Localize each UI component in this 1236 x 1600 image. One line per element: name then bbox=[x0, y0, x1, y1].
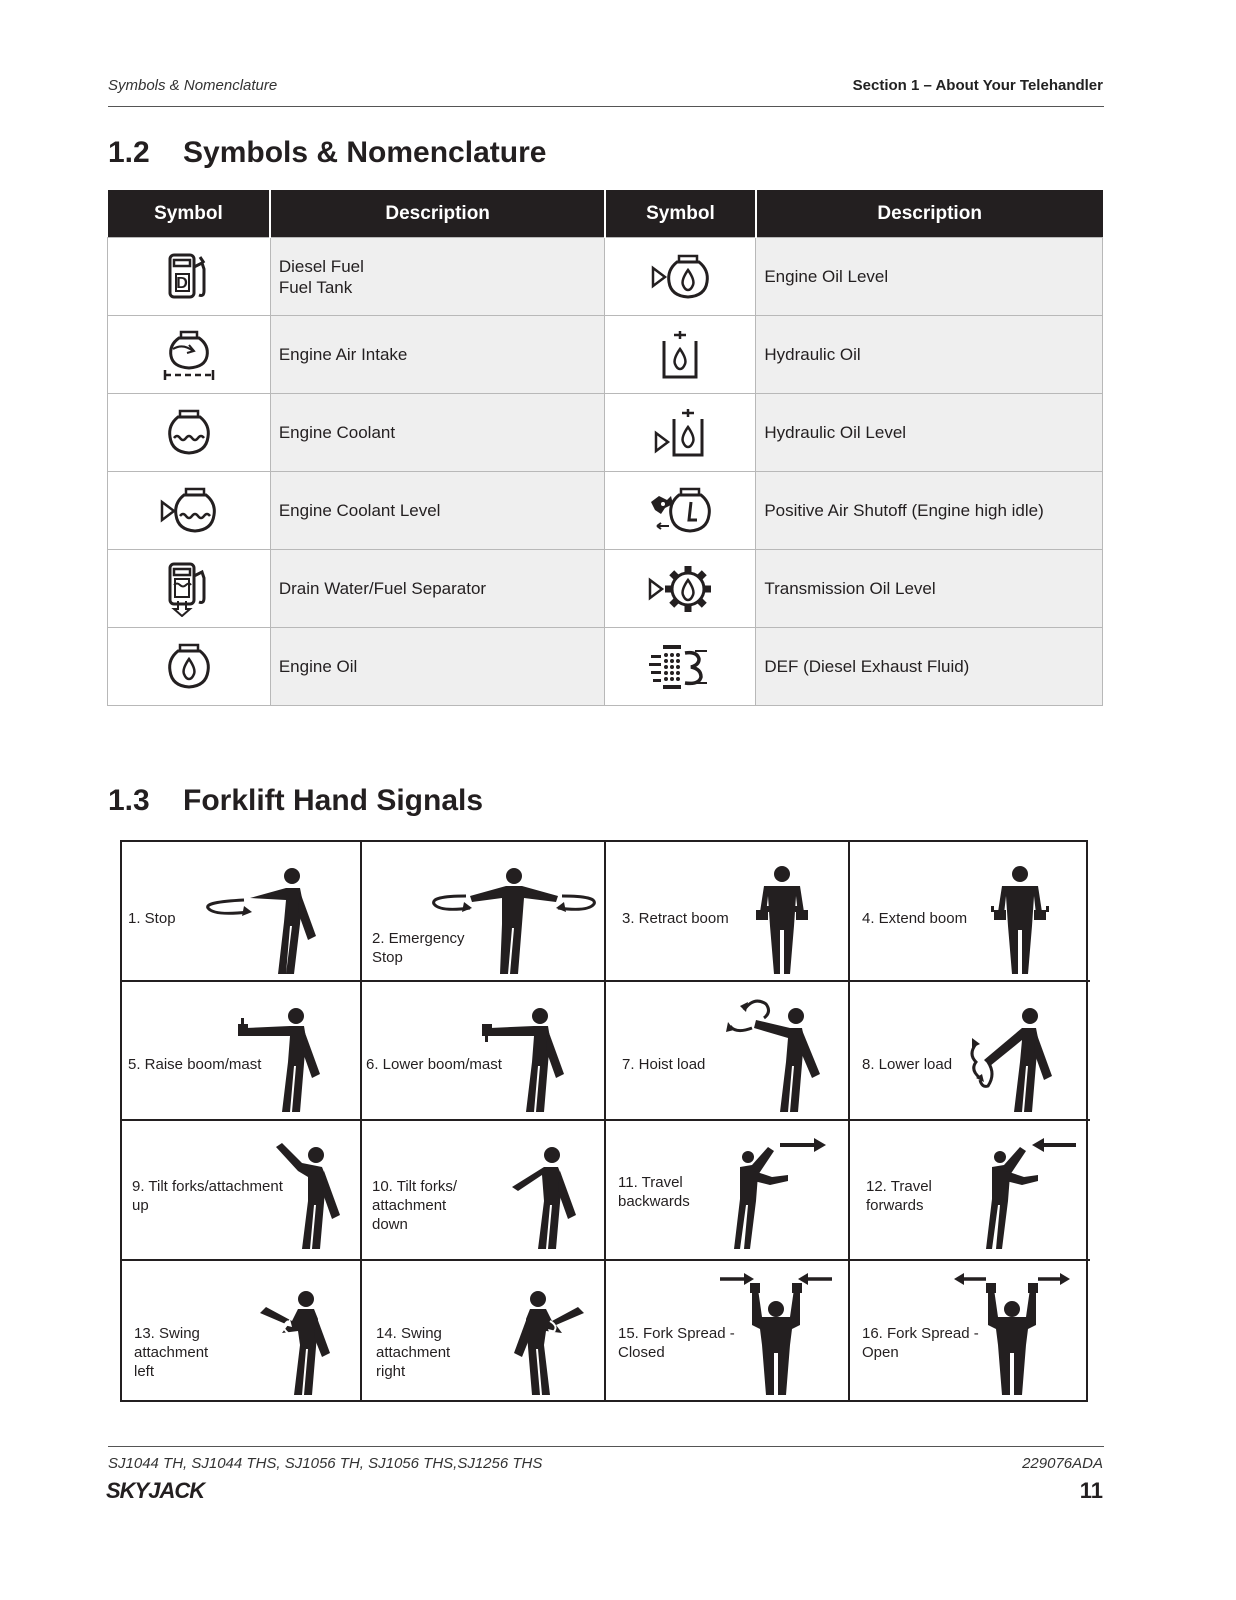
column-header-description: Description bbox=[270, 190, 605, 238]
description-text: Drain Water/Fuel Separator bbox=[278, 579, 487, 598]
description-text: Hydraulic Oil Level bbox=[764, 423, 907, 442]
description-text: Engine Oil Level bbox=[764, 267, 889, 286]
engine-coolant-level-icon bbox=[158, 486, 220, 536]
section-heading-symbols bbox=[108, 136, 546, 170]
symbol-description bbox=[756, 628, 1103, 706]
column-header-symbol: Symbol bbox=[108, 190, 271, 238]
symbol-description bbox=[270, 238, 605, 316]
section-heading-signals bbox=[108, 784, 483, 818]
travel-forwards-signal-figure bbox=[980, 1135, 1084, 1253]
def-icon bbox=[647, 641, 713, 693]
symbol-cell bbox=[108, 628, 271, 706]
hand-signal-cell bbox=[606, 1121, 850, 1261]
symbol-description bbox=[270, 472, 605, 550]
stop-signal-figure bbox=[204, 864, 334, 976]
hand-signal-cell bbox=[850, 982, 1090, 1122]
symbol-description bbox=[270, 316, 605, 394]
tilt-forks-up-signal-figure bbox=[272, 1141, 352, 1253]
positive-air-shutoff-icon bbox=[647, 486, 713, 536]
hand-signal-label: 12. Travel forwards bbox=[866, 1178, 932, 1214]
section-title: Symbols & Nomenclature bbox=[183, 136, 547, 169]
hand-signal-cell bbox=[362, 1261, 606, 1401]
symbol-cell bbox=[108, 238, 271, 316]
header-rule bbox=[108, 106, 1104, 107]
symbol-cell bbox=[108, 316, 271, 394]
symbol-description bbox=[756, 394, 1103, 472]
symbol-cell bbox=[605, 394, 756, 472]
symbol-cell bbox=[108, 472, 271, 550]
swing-attachment-left-signal-figure bbox=[258, 1291, 342, 1397]
symbol-cell bbox=[605, 628, 756, 706]
column-header-symbol: Symbol bbox=[605, 190, 756, 238]
hand-signal-cell bbox=[122, 1121, 362, 1261]
symbol-description bbox=[270, 394, 605, 472]
hand-signal-cell bbox=[122, 842, 362, 982]
symbol-cell bbox=[605, 238, 756, 316]
hand-signal-label: 13. Swing attachment left bbox=[134, 1324, 209, 1380]
hand-signal-cell bbox=[850, 1261, 1090, 1401]
hand-signal-cell bbox=[362, 842, 606, 982]
hand-signal-cell bbox=[606, 842, 850, 982]
svg-text:D: D bbox=[176, 274, 188, 292]
hand-signal-label: 5. Raise boom/mast bbox=[128, 1055, 262, 1073]
extend-boom-signal-figure bbox=[990, 864, 1050, 976]
description-text: Hydraulic Oil bbox=[764, 345, 861, 364]
description-text: Positive Air Shutoff (Engine high idle) bbox=[764, 501, 1044, 520]
hand-signal-label: 8. Lower load bbox=[862, 1055, 953, 1073]
hand-signal-label: 10. Tilt forks/ attachment down bbox=[372, 1178, 458, 1233]
drain-water-fuel-separator-icon bbox=[164, 561, 214, 617]
symbol-description bbox=[756, 238, 1103, 316]
engine-air-intake-icon bbox=[159, 329, 219, 381]
footer-rule bbox=[108, 1446, 1104, 1447]
engine-oil-icon bbox=[164, 642, 214, 692]
section-number: 1.2 bbox=[108, 136, 150, 169]
tilt-forks-down-signal-figure bbox=[508, 1141, 588, 1253]
symbols-table bbox=[107, 190, 1103, 706]
emergency-stop-signal-figure bbox=[430, 864, 598, 976]
hand-signal-cell bbox=[362, 982, 606, 1122]
symbol-cell bbox=[108, 394, 271, 472]
description-text: Engine Coolant bbox=[278, 423, 396, 442]
hand-signal-label: 15. Fork Spread - Closed bbox=[618, 1324, 735, 1361]
hand-signal-label: 7. Hoist load bbox=[622, 1055, 706, 1073]
hand-signal-label: 14. Swing attachment right bbox=[376, 1324, 451, 1380]
symbol-cell bbox=[605, 472, 756, 550]
table-row bbox=[108, 472, 1103, 550]
hand-signal-label: 4. Extend boom bbox=[862, 910, 968, 927]
description-text: Engine Coolant Level bbox=[278, 501, 441, 520]
skyjack-logo bbox=[106, 1478, 236, 1502]
hand-signal-label: 16. Fork Spread - Open bbox=[862, 1324, 979, 1361]
hand-signal-label: 6. Lower boom/mast bbox=[366, 1055, 502, 1073]
hand-signal-cell bbox=[850, 842, 1090, 982]
hand-signal-label: 9. Tilt forks/attachment up bbox=[132, 1178, 283, 1214]
symbol-cell bbox=[108, 550, 271, 628]
table-row bbox=[108, 238, 1103, 316]
symbol-description bbox=[270, 550, 605, 628]
travel-backwards-signal-figure bbox=[728, 1135, 832, 1253]
retract-boom-signal-figure bbox=[752, 864, 812, 976]
hand-signal-cell bbox=[122, 1261, 362, 1401]
section-title: Forklift Hand Signals bbox=[183, 784, 484, 817]
hand-signals-grid bbox=[120, 840, 1088, 1402]
hand-signal-label: 2. Emergency Stop bbox=[372, 930, 465, 966]
table-row bbox=[108, 394, 1103, 472]
symbols-table-header bbox=[108, 190, 1103, 238]
hydraulic-oil-level-icon bbox=[652, 407, 708, 459]
running-header-right: Section 1 – About Your Telehandler bbox=[852, 77, 1103, 94]
engine-oil-level-icon bbox=[647, 252, 713, 302]
footer-doc-number: 229076ADA bbox=[1022, 1455, 1103, 1472]
description-text: Diesel Fuel Fuel Tank bbox=[278, 256, 364, 297]
hydraulic-oil-icon bbox=[658, 329, 702, 381]
lower-load-signal-figure bbox=[966, 1004, 1066, 1116]
fork-spread-closed-signal-figure bbox=[716, 1273, 836, 1397]
symbol-description bbox=[756, 316, 1103, 394]
hand-signal-cell bbox=[850, 1121, 1090, 1261]
description-text: Transmission Oil Level bbox=[764, 579, 936, 598]
table-row bbox=[108, 628, 1103, 706]
hand-signal-cell bbox=[606, 982, 850, 1122]
symbol-description bbox=[270, 628, 605, 706]
lower-boom-signal-figure bbox=[482, 1004, 572, 1116]
section-number: 1.3 bbox=[108, 784, 150, 817]
engine-coolant-icon bbox=[164, 408, 214, 458]
hand-signal-cell bbox=[362, 1121, 606, 1261]
hoist-load-signal-figure bbox=[726, 996, 826, 1116]
hand-signal-label: 11. Travel backwards bbox=[618, 1174, 690, 1210]
hand-signal-cell bbox=[606, 1261, 850, 1401]
raise-boom-signal-figure bbox=[238, 1004, 328, 1116]
hand-signal-label: 3. Retract boom bbox=[622, 910, 729, 927]
symbol-description bbox=[756, 472, 1103, 550]
symbol-description bbox=[756, 550, 1103, 628]
description-text: DEF (Diesel Exhaust Fluid) bbox=[764, 657, 970, 676]
footer-models: SJ1044 TH, SJ1044 THS, SJ1056 TH, SJ1056 THS,SJ1256 THS bbox=[108, 1455, 543, 1472]
description-text: Engine Air Intake bbox=[278, 345, 408, 364]
symbol-cell bbox=[605, 550, 756, 628]
hand-signal-label: 1. Stop bbox=[128, 910, 176, 927]
transmission-oil-level-icon bbox=[646, 563, 714, 615]
symbol-cell bbox=[605, 316, 756, 394]
table-row bbox=[108, 316, 1103, 394]
column-header-description: Description bbox=[756, 190, 1103, 238]
description-text: Engine Oil bbox=[278, 657, 358, 676]
brand-text: SKYJACK bbox=[106, 1478, 205, 1502]
diesel-fuel-icon bbox=[164, 251, 214, 303]
fork-spread-open-signal-figure bbox=[950, 1273, 1074, 1397]
swing-attachment-right-signal-figure bbox=[502, 1291, 586, 1397]
hand-signal-cell bbox=[122, 982, 362, 1122]
table-row bbox=[108, 550, 1103, 628]
running-header-left: Symbols & Nomenclature bbox=[108, 77, 278, 94]
page-number: 11 bbox=[1079, 1478, 1103, 1503]
